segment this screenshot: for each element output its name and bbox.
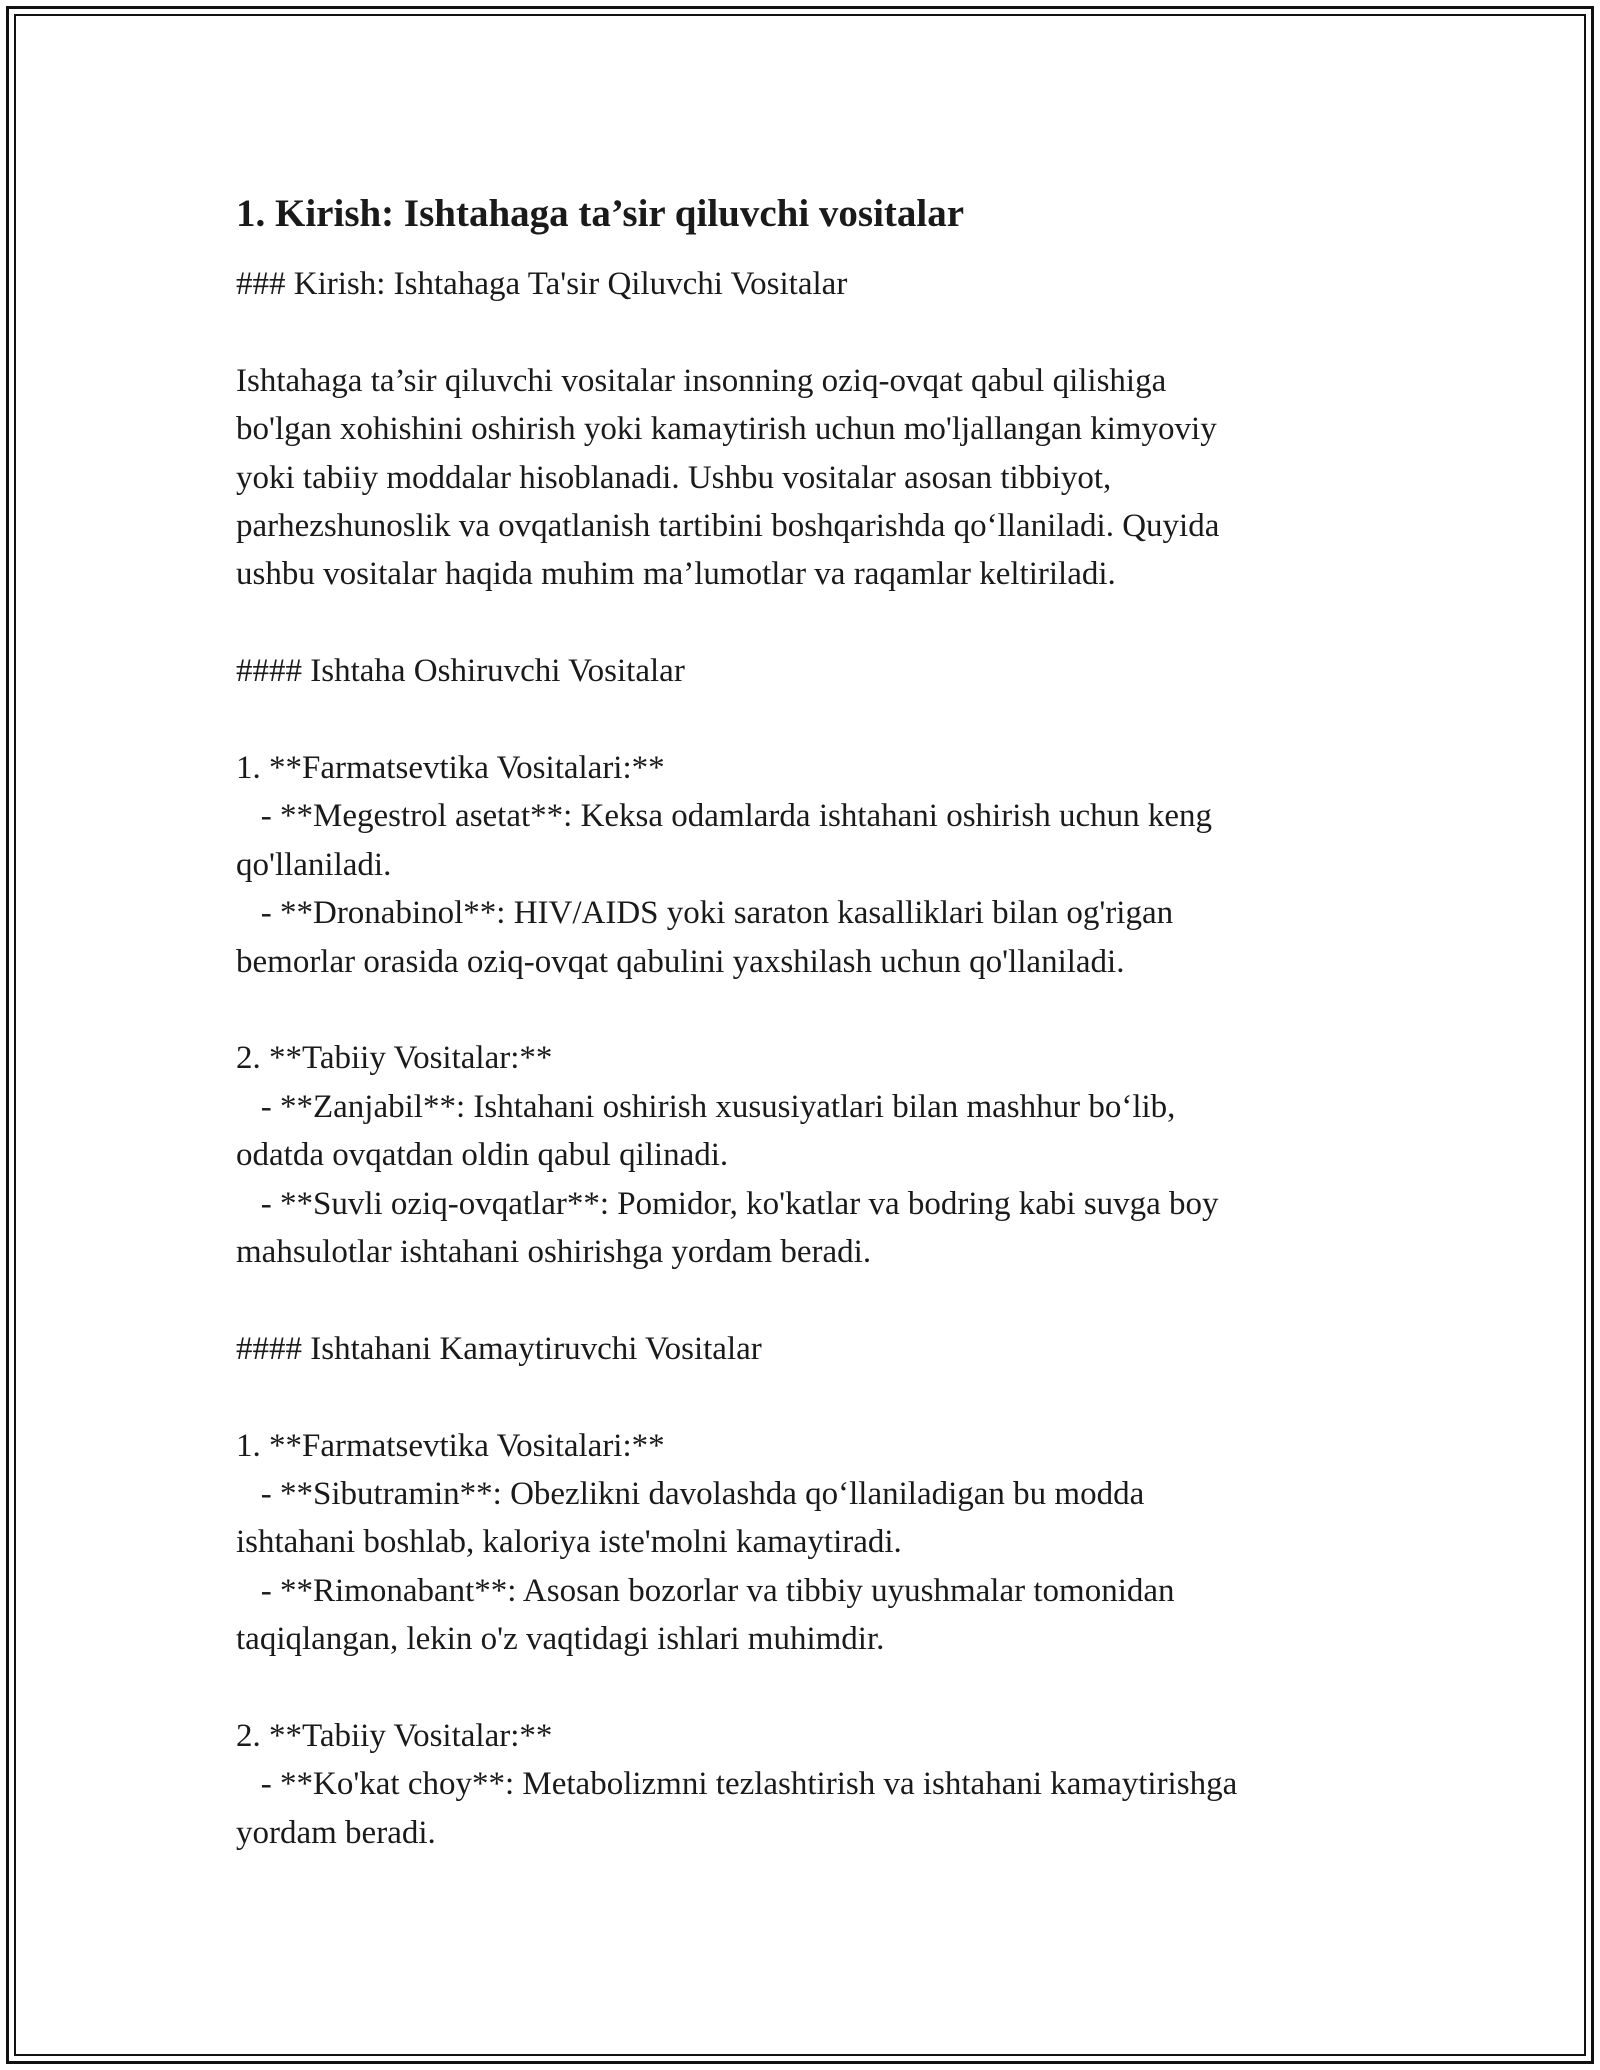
blank-line (236, 986, 1366, 1034)
section-heading: #### Ishtahani Kamaytiruvchi Vositalar (236, 1330, 762, 1367)
list-sub-item: - **Rimonabant**: Asosan bozorlar va tibbiy uyushmalar tomonidan (236, 1572, 1175, 1609)
list-sub-item: - **Megestrol asetat**: Keksa odamlarda ishtahani oshirish uchun keng (236, 798, 1213, 835)
text-line: taqiqlangan, lekin o'z vaqtidagi ishlari muhimdir. (236, 1621, 885, 1658)
list-sub-item: - **Ko'kat choy**: Metabolizmni tezlashtirish va ishtahani kamaytirishga (236, 1766, 1238, 1803)
list-item-heading: 2. **Tabiiy Vositalar:** (236, 1040, 553, 1077)
document-page (236, 188, 1366, 1857)
list-item-heading: 1. **Farmatsevtika Vositalari:** (236, 750, 665, 787)
blank-line (236, 696, 1366, 744)
list-item-heading: 2. **Tabiiy Vositalar:** (236, 1718, 553, 1755)
text-line: ushbu vositalar haqida muhim ma’lumotlar va raqamlar keltiriladi. (236, 556, 1116, 593)
text-line: parhezshunoslik va ovqatlanish tartibini boshqarishda qo‘llaniladi. Quyida (236, 508, 1220, 545)
document-title: 1. Kirish: Ishtahaga ta’sir qiluvchi vositalar (236, 192, 965, 235)
blank-line (236, 1373, 1366, 1421)
document-body (236, 260, 1366, 1857)
list-sub-item: - **Sibutramin**: Obezlikni davolashda qo‘llaniladigan bu modda (236, 1476, 1145, 1513)
list-sub-item: - **Zanjabil**: Ishtahani oshirish xususiyatlari bilan mashhur bo‘lib, (236, 1088, 1176, 1125)
section-heading: #### Ishtaha Oshiruvchi Vositalar (236, 653, 685, 690)
blank-line (236, 308, 1366, 356)
blank-line (236, 1664, 1366, 1712)
text-line: yoki tabiiy moddalar hisoblanadi. Ushbu vositalar asosan tibbiyot, (236, 459, 1112, 496)
subtitle-heading: ### Kirish: Ishtahaga Ta'sir Qiluvchi Vositalar (236, 266, 848, 302)
text-line: ishtahani boshlab, kaloriya iste'molni kamaytiradi. (236, 1524, 902, 1561)
text-line: Ishtahaga ta’sir qiluvchi vositalar insonning oziq-ovqat qabul qilishiga (236, 362, 1167, 399)
text-line: odatda ovqatdan oldin qabul qilinadi. (236, 1137, 729, 1174)
list-item-heading: 1. **Farmatsevtika Vositalari:** (236, 1427, 665, 1464)
blank-line (236, 599, 1366, 647)
text-line: bo'lgan xohishini oshirish yoki kamaytirish uchun mo'ljallangan kimyoviy (236, 411, 1217, 448)
text-line: qo'llaniladi. (236, 846, 392, 883)
list-sub-item: - **Dronabinol**: HIV/AIDS yoki saraton kasalliklari bilan og'rigan (236, 895, 1174, 932)
text-line: yordam beradi. (236, 1814, 436, 1851)
text-line: mahsulotlar ishtahani oshirishga yordam beradi. (236, 1234, 872, 1271)
blank-line (236, 1276, 1366, 1324)
text-line: bemorlar orasida oziq-ovqat qabulini yaxshilash uchun qo'llaniladi. (236, 943, 1125, 980)
list-sub-item: - **Suvli oziq-ovqatlar**: Pomidor, ko'katlar va bodring kabi suvga boy (236, 1185, 1219, 1222)
